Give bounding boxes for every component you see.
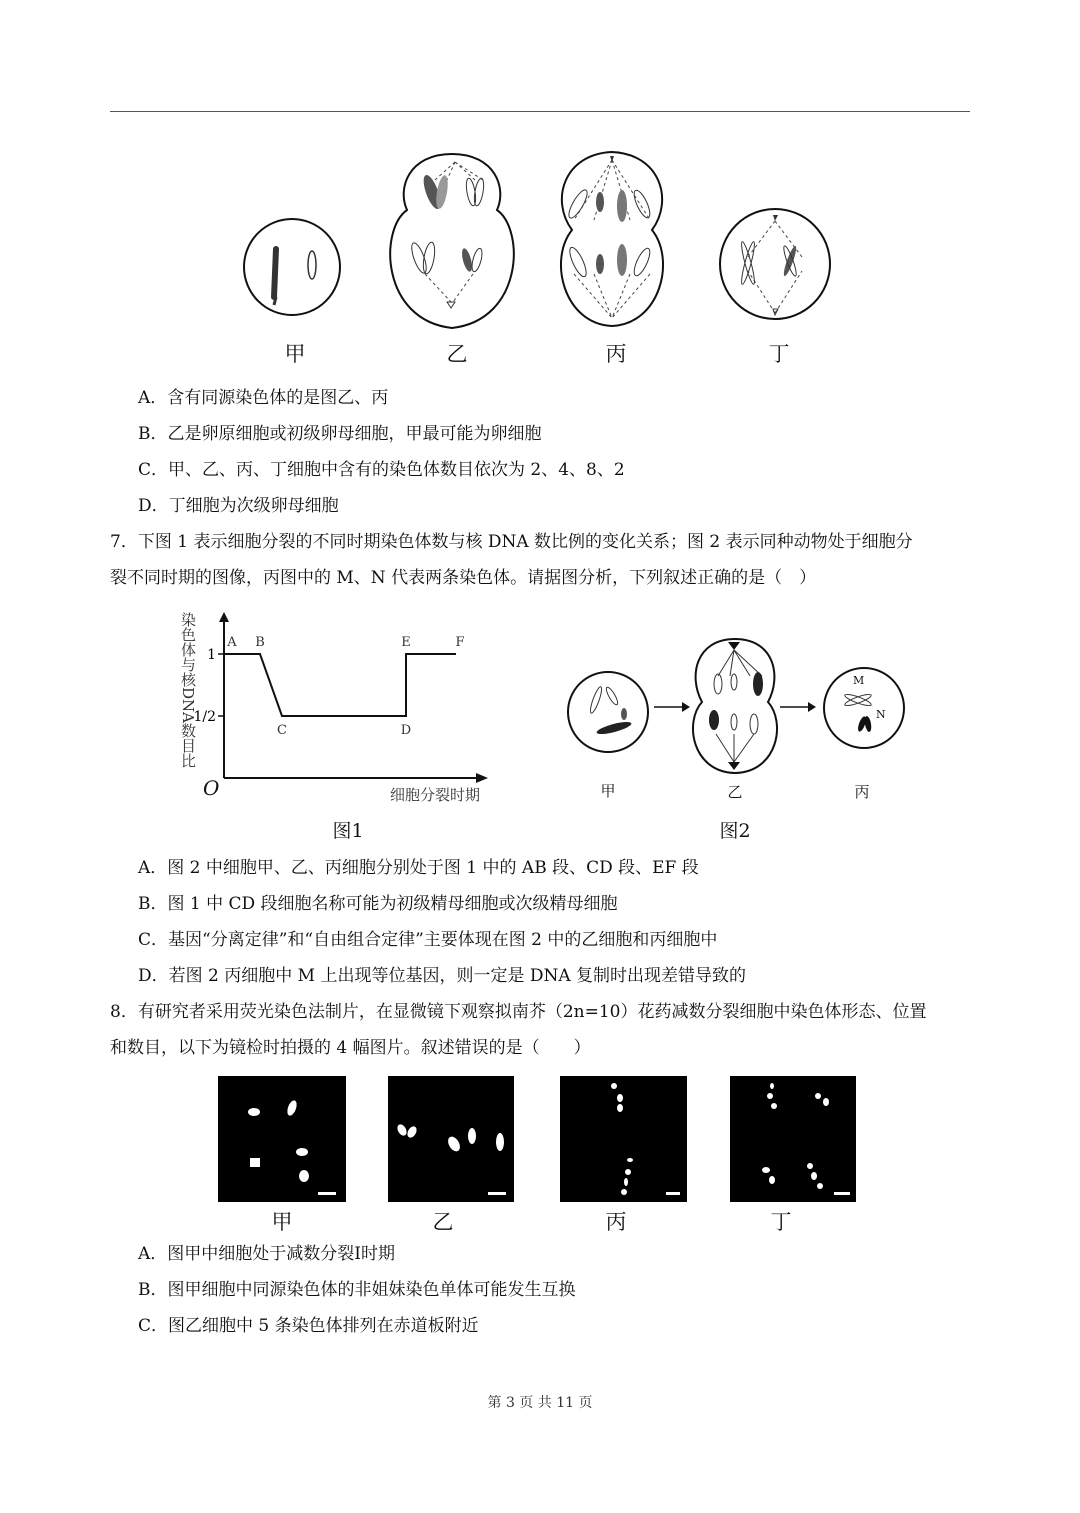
q7-option-a: A．图 2 中细胞甲、乙、丙细胞分别处于图 1 中的 AB 段、CD 段、EF 段: [138, 858, 699, 878]
fig1-x-arrow: [476, 773, 488, 783]
fig1-y-arrow: [219, 612, 229, 622]
q7-fig1-chart: [170, 608, 500, 808]
q8-stem-line1: 8．有研究者采用荧光染色法制片，在显微镜下观察拟南芥（2n=10）花药减数分裂细胞中染色体形态、位置: [110, 1002, 927, 1022]
q7-stem-line1: 7．下图 1 表示细胞分裂的不同时期染色体数与核 DNA 数比例的变化关系；图 2 表示同种动物处于细胞分: [110, 532, 913, 552]
q8-photo-label-jia: 甲: [271, 1210, 293, 1234]
q6-option-b: B．乙是卵原细胞或初级卵母细胞，甲最可能为卵细胞: [138, 424, 542, 444]
header-rule: [110, 111, 970, 112]
fig1-point-label-b: B: [255, 635, 265, 650]
fig1-point-label-d: D: [400, 723, 412, 738]
q7-option-d: D．若图 2 丙细胞中 M 上出现等位基因，则一定是 DNA 复制时出现差错导致的: [138, 966, 747, 986]
fig1-point-label-c: C: [277, 723, 287, 738]
q7-fig2-cell-jia: [566, 670, 652, 756]
q8-photo-label-bing: 丙: [605, 1210, 627, 1234]
q6-cell-label-ding: 丁: [768, 342, 790, 366]
fig1-point-label-f: F: [455, 635, 465, 650]
fig2-caption: 图2: [719, 820, 751, 842]
q7-option-b: B．图 1 中 CD 段细胞名称可能为初级精母细胞或次级精母细胞: [138, 894, 618, 914]
fig2-chrom-m: M: [853, 674, 865, 687]
q7-option-c: C．基因“分离定律”和“自由组合定律”主要体现在图 2 中的乙细胞和丙细胞中: [138, 930, 718, 950]
q8-option-b: B．图甲细胞中同源染色体的非姐妹染色单体可能发生互换: [138, 1280, 576, 1300]
fig2-arrow-1: [652, 700, 692, 714]
fig1-caption: 图1: [332, 820, 364, 842]
fig1-point-label-e: E: [401, 635, 411, 650]
q6-cell-bing: [552, 150, 672, 330]
q8-option-c: C．图乙细胞中 5 条染色体排列在赤道板附近: [138, 1316, 479, 1336]
q6-cell-ding: [718, 207, 833, 322]
fig1-tick-half-label: 1/2: [193, 709, 216, 725]
fig2-label-jia: 甲: [600, 782, 616, 800]
fig2-chrom-n: N: [876, 708, 886, 721]
fig1-origin: O: [203, 776, 220, 800]
fig2-label-yi: 乙: [727, 783, 743, 801]
q7-fig2-cell-yi: [690, 636, 780, 776]
q6-cell-label-jia: 甲: [284, 342, 306, 366]
fig1-ylabel: 染色体与核DNA数目比: [179, 612, 197, 768]
fig1-point-label-a: A: [227, 635, 237, 650]
page-footer: 第 3 页 共 11 页: [487, 1395, 593, 1411]
fig2-arrow-2: [778, 700, 818, 714]
q8-option-a: A．图甲中细胞处于减数分裂Ⅰ时期: [138, 1244, 395, 1264]
q6-option-d: D．丁细胞为次级卵母细胞: [138, 496, 339, 516]
fig1-tick-1-label: 1: [207, 647, 216, 663]
q8-photo-bing: [560, 1076, 687, 1202]
q8-photo-label-ding: 丁: [770, 1210, 792, 1234]
fig2-label-bing: 丙: [854, 783, 870, 801]
q6-cell-yi: [385, 150, 520, 335]
q8-photo-jia: [218, 1076, 346, 1202]
fig1-xlabel: 细胞分裂时期: [390, 786, 481, 804]
q8-photo-label-yi: 乙: [432, 1210, 454, 1234]
q6-cell-label-bing: 丙: [605, 342, 627, 366]
q6-option-a: A．含有同源染色体的是图乙、丙: [138, 388, 389, 408]
q6-cell-jia: [240, 215, 350, 325]
q6-option-c: C．甲、乙、丙、丁细胞中含有的染色体数目依次为 2、4、8、2: [138, 460, 625, 480]
q6-cell-label-yi: 乙: [446, 342, 468, 366]
q8-photo-ding: [730, 1076, 856, 1202]
q7-stem-line2: 裂不同时期的图像，丙图中的 M、N 代表两条染色体。请据图分析，下列叙述正确的是（ ）: [110, 568, 817, 588]
q8-stem-line2: 和数目，以下为镜检时拍摄的 4 幅图片。叙述错误的是（ ）: [110, 1038, 591, 1058]
fig1-series-line: [224, 654, 456, 716]
q8-photo-yi: [388, 1076, 514, 1202]
